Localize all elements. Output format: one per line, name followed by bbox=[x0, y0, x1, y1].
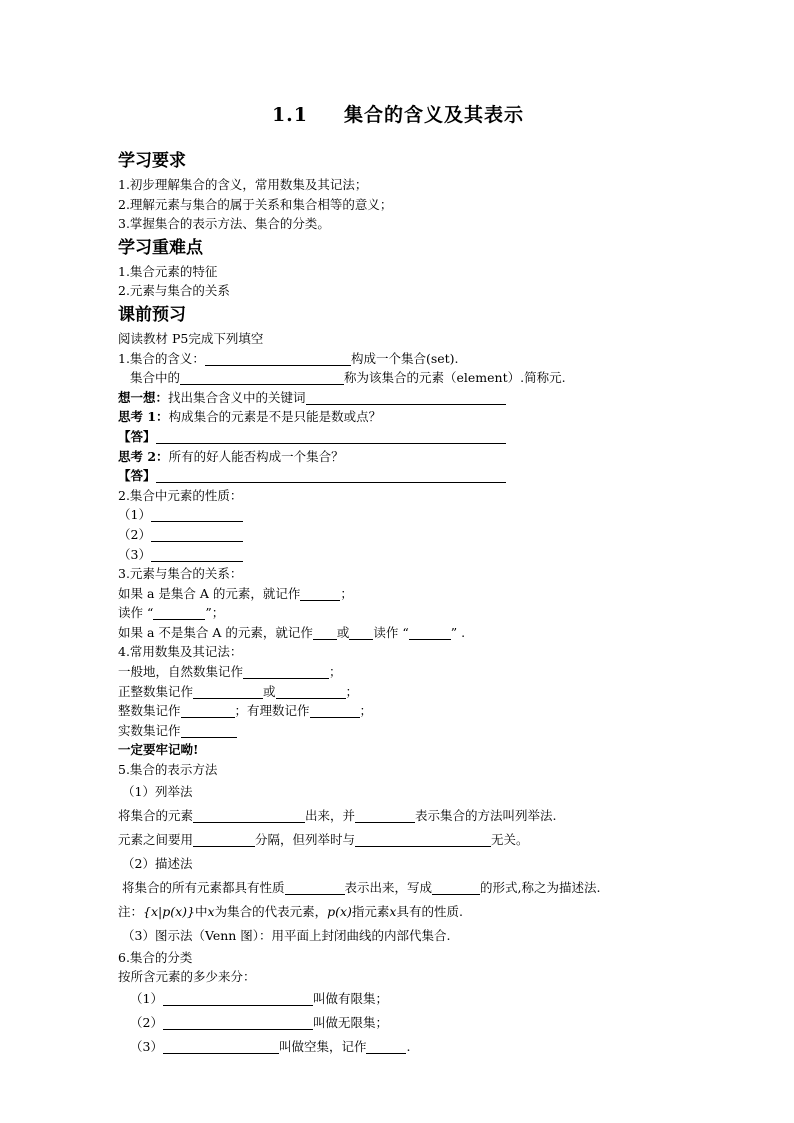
q1-definition: 称为该集合的元素（element）.简称元. bbox=[344, 370, 566, 386]
requirement-2: 2.理解元素与集合的属于关系和集合相等的意义； bbox=[118, 196, 393, 212]
property-1-label: （1） bbox=[118, 507, 151, 523]
property-3 bbox=[118, 545, 678, 565]
numset-1 bbox=[118, 662, 678, 682]
answer-1-label: 【答】 bbox=[118, 428, 156, 444]
relation-1-text: 如果 a 是集合 A 的元素，就记作 bbox=[118, 585, 301, 601]
blank-17[interactable] bbox=[181, 704, 235, 718]
remember-note: 一定要牢记呦! bbox=[118, 742, 199, 758]
blank-16[interactable] bbox=[276, 685, 346, 699]
blank-8[interactable] bbox=[151, 548, 243, 562]
class-1-label: （1） bbox=[130, 990, 163, 1006]
q1-tail: 构成一个集合(set). bbox=[350, 350, 459, 366]
blank-15[interactable] bbox=[193, 685, 263, 699]
method-2-text-b: 表示出来，写成 bbox=[344, 879, 433, 895]
blank-22[interactable] bbox=[193, 833, 255, 847]
blank-13[interactable] bbox=[409, 626, 451, 640]
relation-1 bbox=[118, 584, 678, 604]
numset-3 bbox=[118, 701, 678, 721]
blank-14[interactable] bbox=[243, 665, 329, 679]
q3-line: 3.元素与集合的关系： bbox=[118, 566, 243, 582]
numset-2-tail: ； bbox=[345, 683, 359, 699]
method-1-line-2 bbox=[118, 828, 678, 852]
blank-26[interactable] bbox=[163, 992, 313, 1006]
method-1-text-c: 表示集合的方法叫列举法. bbox=[415, 807, 557, 823]
blank-23[interactable] bbox=[355, 833, 491, 847]
requirement-3: 3.掌握集合的表示方法、集合的分类。 bbox=[118, 216, 330, 232]
method-1-text-e: 分隔，但列举时与 bbox=[255, 831, 356, 847]
class-3-tail: . bbox=[406, 1038, 411, 1054]
method-1-text-d: 元素之间要用 bbox=[118, 831, 194, 847]
relation-3-read: 读作 “ bbox=[373, 624, 409, 640]
blank-10[interactable] bbox=[153, 606, 205, 620]
note-text-c: 为集合的代表元素， bbox=[214, 903, 328, 919]
page-title bbox=[118, 100, 678, 127]
property-2-label: （2） bbox=[118, 526, 151, 542]
numset-2-text: 正整数集记作 bbox=[118, 683, 194, 699]
requirement-1: 1.初步理解集合的含义，常用数集及其记法； bbox=[118, 177, 368, 192]
numset-3-mid: ；有理数记作 bbox=[234, 703, 310, 719]
blank-7[interactable] bbox=[151, 528, 243, 542]
method-3-line: （3）图示法（Venn 图）：用平面上封闭曲线的内部代集合. bbox=[122, 927, 451, 943]
blank-27[interactable] bbox=[163, 1016, 313, 1030]
key-point-2: 2.元素与集合的关系 bbox=[118, 283, 230, 299]
method-1-heading: （1）列举法 bbox=[122, 783, 193, 799]
q1-line bbox=[118, 349, 678, 369]
method-1-text-a: 将集合的元素 bbox=[118, 807, 194, 823]
relation-3-tail: ” . bbox=[450, 624, 466, 640]
note-text-e: 具有的性质. bbox=[396, 903, 463, 919]
blank-6[interactable] bbox=[151, 508, 243, 522]
set-builder-notation: {x|p(x)} bbox=[143, 903, 195, 919]
blank-20[interactable] bbox=[193, 809, 305, 823]
blank-19[interactable] bbox=[181, 724, 237, 738]
q6-line: 6.集合的分类 bbox=[118, 949, 193, 965]
numset-2-or: 或 bbox=[263, 683, 276, 699]
relation-3-or: 或 bbox=[336, 624, 350, 640]
property-3-label: （3） bbox=[118, 546, 151, 562]
relation-3 bbox=[118, 623, 678, 643]
numset-2 bbox=[118, 682, 678, 702]
note-text-d: 指元素 bbox=[351, 903, 390, 919]
key-point-1: 1.集合元素的特征 bbox=[118, 263, 218, 279]
thought-1-label: 思考 1： bbox=[118, 409, 169, 425]
class-3-label: （3） bbox=[130, 1038, 163, 1054]
class-3-text: 叫做空集，记作 bbox=[278, 1038, 367, 1054]
note-line bbox=[118, 900, 678, 924]
method-2-line bbox=[118, 876, 678, 900]
numset-3-tail: ； bbox=[359, 703, 373, 719]
property-2 bbox=[118, 525, 678, 545]
q1-label: 1.集合的含义： bbox=[118, 350, 205, 366]
q1-prefix: 集合中的 bbox=[130, 370, 181, 386]
blank-5[interactable] bbox=[156, 469, 506, 483]
blank-2[interactable] bbox=[180, 371, 344, 385]
thought-2-line bbox=[118, 447, 678, 467]
thought-1-text: 构成集合的元素是不是只能是数或点？ bbox=[168, 409, 382, 425]
numset-4 bbox=[118, 721, 678, 741]
blank-9[interactable] bbox=[300, 587, 340, 601]
preview-intro: 阅读教材 P5完成下列填空 bbox=[118, 330, 264, 346]
think-label: 想一想： bbox=[118, 389, 169, 405]
variable-x: x bbox=[207, 903, 215, 919]
numset-4-text: 实数集记作 bbox=[118, 722, 181, 738]
relation-3-text: 如果 a 不是集合 A 的元素，就记作 bbox=[118, 624, 313, 640]
title-text: 集合的含义及其表示 bbox=[344, 104, 525, 126]
blank-11[interactable] bbox=[313, 626, 337, 640]
think-text: 找出集合含义中的关键词 bbox=[168, 389, 306, 405]
blank-1[interactable] bbox=[205, 352, 351, 366]
q5-line: 5.集合的表示方法 bbox=[118, 762, 218, 778]
blank-25[interactable] bbox=[432, 881, 480, 895]
blank-3[interactable] bbox=[306, 391, 506, 405]
blank-21[interactable] bbox=[355, 809, 415, 823]
note-text-b: 中 bbox=[195, 903, 208, 919]
method-1-text-b: 出来，并 bbox=[305, 807, 356, 823]
title-number: 1.1 bbox=[271, 104, 309, 126]
worksheet bbox=[118, 100, 678, 1059]
q2-line: 2.集合中元素的性质： bbox=[118, 487, 243, 503]
blank-4[interactable] bbox=[156, 430, 506, 444]
class-1-text: 叫做有限集； bbox=[312, 990, 388, 1006]
thought-2-text: 所有的好人能否构成一个集合？ bbox=[168, 448, 344, 464]
heading-requirements: 学习要求 bbox=[118, 151, 186, 171]
note-label: 注： bbox=[118, 903, 144, 919]
blank-18[interactable] bbox=[310, 704, 360, 718]
relation-2-text: 读作 “ bbox=[118, 605, 154, 621]
relation-2-tail: ”； bbox=[205, 605, 225, 621]
q1-line-2 bbox=[118, 368, 678, 388]
answer-2-line bbox=[118, 466, 678, 486]
blank-24[interactable] bbox=[285, 881, 345, 895]
classification-intro: 按所含元素的多少来分： bbox=[118, 969, 256, 985]
method-2-heading: （2）描述法 bbox=[122, 855, 193, 871]
thought-1-line bbox=[118, 407, 678, 427]
q4-line: 4.常用数集及其记法： bbox=[118, 644, 243, 660]
numset-3-text: 整数集记作 bbox=[118, 703, 181, 719]
blank-29[interactable] bbox=[366, 1040, 406, 1054]
answer-2-label: 【答】 bbox=[118, 468, 156, 484]
blank-28[interactable] bbox=[163, 1040, 279, 1054]
class-1 bbox=[118, 987, 678, 1011]
property-1 bbox=[118, 505, 678, 525]
heading-preview: 课前预习 bbox=[118, 304, 186, 325]
method-1-text-f: 无关。 bbox=[491, 831, 529, 847]
blank-12[interactable] bbox=[349, 626, 373, 640]
predicate-p-x: p(x) bbox=[327, 903, 352, 919]
method-1-line-1 bbox=[118, 804, 678, 828]
relation-2 bbox=[118, 603, 678, 623]
answer-1-line bbox=[118, 427, 678, 447]
heading-key-points: 学习重难点 bbox=[118, 237, 203, 258]
method-2-text-a: 将集合的所有元素都具有性质 bbox=[122, 879, 285, 895]
numset-1-tail: ； bbox=[329, 664, 342, 680]
thought-2-label: 思考 2： bbox=[118, 448, 169, 464]
class-2-text: 叫做无限集； bbox=[312, 1014, 388, 1030]
variable-x-2: x bbox=[389, 903, 397, 919]
think-line bbox=[118, 388, 678, 408]
class-2-label: （2） bbox=[130, 1014, 163, 1030]
numset-1-text: 一般地，自然数集记作 bbox=[118, 664, 244, 680]
class-2 bbox=[118, 1011, 678, 1035]
relation-1-tail: ； bbox=[340, 585, 353, 601]
class-3 bbox=[118, 1035, 678, 1059]
method-2-text-c: 的形式,称之为描述法. bbox=[480, 879, 601, 895]
